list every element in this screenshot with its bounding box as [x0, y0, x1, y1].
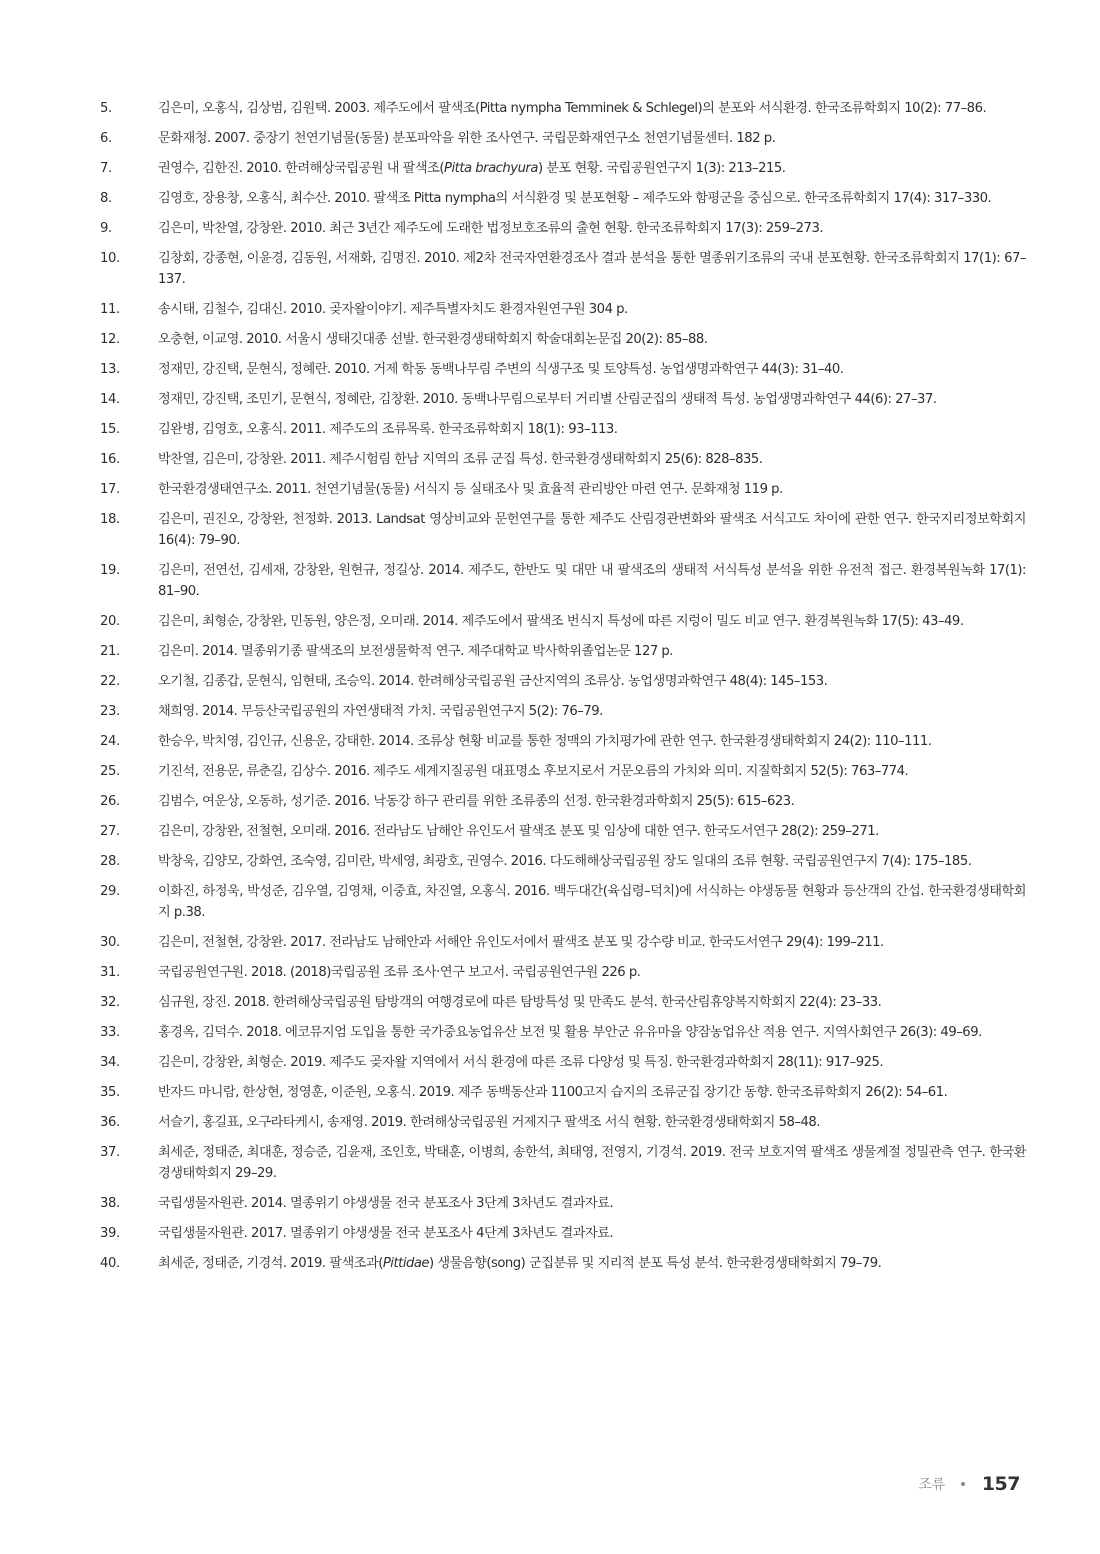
reference-item — [100, 1052, 1026, 1073]
reference-text — [158, 419, 1026, 440]
reference-text — [158, 389, 1026, 410]
reference-text — [158, 509, 1026, 551]
reference-item — [100, 188, 1026, 209]
reference-item — [100, 128, 1026, 149]
reference-item — [100, 359, 1026, 380]
reference-text-main: 김은미, 강창완, 최형순. 2019. 제주도 곶자왈 지역에서 서식 환경에 따른 조류 다양성 및 특징. 한국환경과학회지 28(11): 917–925. — [158, 1055, 884, 1070]
reference-item — [100, 881, 1026, 923]
reference-text — [158, 611, 1026, 632]
reference-text — [158, 449, 1026, 470]
reference-number: 38. — [100, 1196, 120, 1211]
reference-number: 30. — [100, 935, 120, 950]
reference-item — [100, 1193, 1026, 1214]
reference-text — [158, 1193, 1026, 1214]
reference-item — [100, 701, 1026, 722]
reference-text-main: 한국환경생태연구소. 2011. 천연기념물(동물) 서식지 등 실태조사 및 효율적 관리방안 마련 연구. 문화재청 119 p. — [158, 482, 783, 497]
reference-item — [100, 1112, 1026, 1133]
reference-number: 23. — [100, 704, 120, 719]
reference-item — [100, 158, 1026, 179]
reference-number: 35. — [100, 1085, 120, 1100]
reference-text-main: 심규원, 장진. 2018. 한려해상국립공원 탐방객의 여행경로에 따른 탐방특성 및 만족도 분석. 한국산림휴양복지학회지 22(4): 23–33. — [158, 995, 882, 1010]
reference-text-main: 한승우, 박치영, 김인규, 신용운, 강태한. 2014. 조류상 현황 비교를 통한 정맥의 가치평가에 관한 연구. 한국환경생태학회지 24(2): 110–111. — [158, 734, 932, 749]
reference-text-rest: ) 분포 현황. 국립공원연구지 1(3): 213–215. — [537, 161, 786, 176]
reference-text-main: 기진석, 전용문, 류춘길, 김상수. 2016. 제주도 세계지질공원 대표명소 후보지로서 거문오름의 가치와 의미. 지질학회지 52(5): 763–774. — [158, 764, 909, 779]
footer-bullet-icon — [961, 1482, 965, 1486]
reference-item — [100, 932, 1026, 953]
reference-text-main: 박창욱, 김양모, 강화연, 조숙영, 김미란, 박세영, 최광호, 권영수. 2016. 다도해해상국립공원 장도 일대의 조류 현황. 국립공원연구지 7(4): 175–185. — [158, 854, 972, 869]
reference-text — [158, 1082, 1026, 1103]
reference-text — [158, 992, 1026, 1013]
reference-text — [158, 359, 1026, 380]
reference-item — [100, 821, 1026, 842]
reference-item — [100, 731, 1026, 752]
reference-text — [158, 701, 1026, 722]
reference-number: 19. — [100, 563, 120, 578]
reference-item — [100, 419, 1026, 440]
reference-item — [100, 791, 1026, 812]
reference-text — [158, 188, 1026, 209]
reference-item — [100, 851, 1026, 872]
reference-number: 17. — [100, 482, 120, 497]
reference-text — [158, 731, 1026, 752]
reference-item — [100, 641, 1026, 662]
reference-text — [158, 851, 1026, 872]
reference-item — [100, 248, 1026, 290]
reference-item — [100, 1223, 1026, 1244]
reference-item — [100, 218, 1026, 239]
reference-text-main: 최세준, 정태준, 최대훈, 정승준, 김윤재, 조인호, 박태훈, 이병희, 송한석, 최태영, 전영지, 기경석. 2019. 전국 보호지역 팔색조 생물계절 정밀관측 연구. 한국환경생태학회지 29–29. — [158, 1145, 1026, 1181]
reference-text-main: 오기철, 김종갑, 문현식, 임현태, 조승익. 2014. 한려해상국립공원 금산지역의 조류상. 농업생명과학연구 48(4): 145–153. — [158, 674, 828, 689]
reference-text — [158, 821, 1026, 842]
reference-number: 5. — [100, 101, 112, 116]
reference-item — [100, 299, 1026, 320]
reference-text — [158, 1142, 1026, 1184]
reference-number: 11. — [100, 302, 120, 317]
reference-item — [100, 611, 1026, 632]
reference-number: 28. — [100, 854, 120, 869]
reference-scientific-name: Pittidae — [382, 1256, 430, 1271]
reference-item — [100, 1253, 1026, 1274]
reference-text — [158, 248, 1026, 290]
reference-text — [158, 791, 1026, 812]
reference-number: 34. — [100, 1055, 120, 1070]
reference-number: 15. — [100, 422, 120, 437]
reference-item — [100, 560, 1026, 602]
reference-text-main: 김창회, 강종현, 이윤경, 김동원, 서재화, 김명진. 2010. 제2차 전국자연환경조사 결과 분석을 통한 멸종위기조류의 국내 분포현황. 한국조류학회지 17(1): 67–137. — [158, 251, 1026, 287]
reference-text — [158, 1253, 1026, 1274]
reference-number: 14. — [100, 392, 120, 407]
reference-text-main: 김완병, 김영호, 오홍식. 2011. 제주도의 조류목록. 한국조류학회지 18(1): 93–113. — [158, 422, 618, 437]
reference-item — [100, 1022, 1026, 1043]
reference-item — [100, 761, 1026, 782]
reference-item — [100, 329, 1026, 350]
reference-text-main: 국립공원연구원. 2018. (2018)국립공원 조류 조사·연구 보고서. 국립공원연구원 226 p. — [158, 965, 641, 980]
reference-text — [158, 1223, 1026, 1244]
reference-text-main: 송시태, 김철수, 김대신. 2010. 곶자왈이야기. 제주특별자치도 환경자원연구원 304 p. — [158, 302, 628, 317]
reference-number: 22. — [100, 674, 120, 689]
reference-number: 27. — [100, 824, 120, 839]
reference-number: 12. — [100, 332, 120, 347]
reference-text — [158, 299, 1026, 320]
reference-text — [158, 932, 1026, 953]
reference-text-main: 김은미, 강창완, 전철현, 오미래. 2016. 전라남도 남해안 유인도서 팔색조 분포 및 임상에 대한 연구. 한국도서연구 28(2): 259–271. — [158, 824, 879, 839]
reference-text — [158, 560, 1026, 602]
reference-item — [100, 509, 1026, 551]
reference-number: 25. — [100, 764, 120, 779]
reference-text-main: 김범수, 여운상, 오동하, 성기준. 2016. 낙동강 하구 관리를 위한 조류종의 선정. 한국환경과학회지 25(5): 615–623. — [158, 794, 795, 809]
reference-item — [100, 992, 1026, 1013]
reference-text — [158, 1112, 1026, 1133]
reference-item — [100, 389, 1026, 410]
reference-number: 16. — [100, 452, 120, 467]
reference-number: 24. — [100, 734, 120, 749]
reference-text — [158, 329, 1026, 350]
reference-item — [100, 1142, 1026, 1184]
reference-number: 33. — [100, 1025, 120, 1040]
reference-number: 32. — [100, 995, 120, 1010]
reference-text-main: 김영호, 장용창, 오홍식, 최수산. 2010. 팔색조 Pitta nympha의 서식환경 및 분포현황 – 제주도와 함평군을 중심으로. 한국조류학회지 17(4): 317–330. — [158, 191, 992, 206]
reference-number: 29. — [100, 884, 120, 899]
reference-number: 21. — [100, 644, 120, 659]
reference-text-main: 최세준, 정태준, 기경석. 2019. 팔색조과( — [158, 1256, 383, 1271]
reference-item — [100, 1082, 1026, 1103]
page-footer — [918, 1473, 1020, 1495]
reference-scientific-name: Pitta brachyura — [444, 161, 538, 176]
reference-text — [158, 881, 1026, 923]
reference-item — [100, 98, 1026, 119]
reference-text-main: 김은미. 2014. 멸종위기종 팔색조의 보전생물학적 연구. 제주대학교 박사학위졸업논문 127 p. — [158, 644, 673, 659]
reference-text — [158, 1022, 1026, 1043]
reference-text-main: 반자드 마니람, 한상현, 정영훈, 이준원, 오홍식. 2019. 제주 동백동산과 1100고지 습지의 조류군집 장기간 동향. 한국조류학회지 26(2): 54–61. — [158, 1085, 948, 1100]
page-number: 157 — [981, 1473, 1020, 1495]
reference-text-main: 김은미, 박찬열, 강창완. 2010. 최근 3년간 제주도에 도래한 법정보호조류의 출현 현황. 한국조류학회지 17(3): 259–273. — [158, 221, 824, 236]
reference-text-main: 국립생물자원관. 2017. 멸종위기 야생생물 전국 분포조사 4단계 3차년도 결과자료. — [158, 1226, 614, 1241]
reference-text — [158, 962, 1026, 983]
reference-text-main: 오충현, 이교영. 2010. 서울시 생태깃대종 선발. 한국환경생태학회지 학술대회논문집 20(2): 85–88. — [158, 332, 708, 347]
reference-text — [158, 641, 1026, 662]
reference-number: 6. — [100, 131, 112, 146]
reference-text-main: 박찬열, 김은미, 강창완. 2011. 제주시험림 한남 지역의 조류 군집 특성. 한국환경생태학회지 25(6): 828–835. — [158, 452, 763, 467]
reference-text-main: 서슬기, 홍길표, 오구라타케시, 송재영. 2019. 한려해상국립공원 거제지구 팔색조 서식 현황. 한국환경생태학회지 58–48. — [158, 1115, 820, 1130]
reference-text-rest: ) 생물음향(song) 군집분류 및 지리적 분포 특성 분석. 한국환경생태학회지 79–79. — [429, 1256, 882, 1271]
reference-text — [158, 128, 1026, 149]
reference-number: 37. — [100, 1145, 120, 1160]
reference-text-main: 국립생물자원관. 2014. 멸종위기 야생생물 전국 분포조사 3단계 3차년도 결과자료. — [158, 1196, 614, 1211]
reference-text-main: 정재민, 강진택, 문현식, 정혜란. 2010. 거제 학동 동백나무림 주변의 식생구조 및 토양특성. 농업생명과학연구 44(3): 31–40. — [158, 362, 844, 377]
reference-number: 36. — [100, 1115, 120, 1130]
reference-text-main: 김은미, 오홍식, 김상범, 김원택. 2003. 제주도에서 팔색조(Pitta nympha Temminek & Schlegel)의 분포와 서식환경. 한국조류학회지 10(2): 77–86. — [158, 101, 987, 116]
reference-text-main: 김은미, 권진오, 강창완, 천정화. 2013. Landsat 영상비교와 문헌연구를 통한 제주도 산림경관변화와 팔색조 서식고도 차이에 관한 연구. 한국지리정보학회지 16(4): 79–90. — [158, 512, 1026, 548]
reference-number: 8. — [100, 191, 112, 206]
reference-text-main: 김은미, 최형순, 강창완, 민동원, 양은정, 오미래. 2014. 제주도에서 팔색조 번식지 특성에 따른 지렁이 밀도 비교 연구. 환경복원녹화 17(5): 43–49. — [158, 614, 964, 629]
reference-number: 10. — [100, 251, 120, 266]
reference-item — [100, 479, 1026, 500]
reference-text-main: 이화진, 하정욱, 박성준, 김우열, 김영채, 이중효, 차진열, 오홍식. 2016. 백두대간(육십령–덕치)에 서식하는 야생동물 현황과 등산객의 간섭. 한국환경생태학회지 p.38. — [158, 884, 1026, 920]
reference-text — [158, 98, 1026, 119]
reference-text-main: 채희영. 2014. 무등산국립공원의 자연생태적 가치. 국립공원연구지 5(2): 76–79. — [158, 704, 603, 719]
reference-text-main: 홍경옥, 김덕수. 2018. 에코뮤지엄 도입을 통한 국가중요농업유산 보전 및 활용 부안군 유유마을 양잠농업유산 적용 연구. 지역사회연구 26(3): 49–69. — [158, 1025, 982, 1040]
reference-text — [158, 761, 1026, 782]
reference-text-main: 권영수, 김한진. 2010. 한려해상국립공원 내 팔색조( — [158, 161, 445, 176]
reference-text — [158, 1052, 1026, 1073]
footer-section-title: 조류 — [918, 1477, 945, 1493]
reference-text — [158, 671, 1026, 692]
reference-text-main: 김은미, 전철현, 강창완. 2017. 전라남도 남해안과 서해안 유인도서에서 팔색조 분포 및 강수량 비교. 한국도서연구 29(4): 199–211. — [158, 935, 884, 950]
reference-text-main: 정재민, 강진택, 조민기, 문현식, 정혜란, 김창환. 2010. 동백나무림으로부터 거리별 산림군집의 생태적 특성. 농업생명과학연구 44(6): 27–37. — [158, 392, 937, 407]
reference-number: 20. — [100, 614, 120, 629]
reference-number: 31. — [100, 965, 120, 980]
reference-number: 9. — [100, 221, 112, 236]
reference-number: 18. — [100, 512, 120, 527]
reference-number: 39. — [100, 1226, 120, 1241]
reference-number: 7. — [100, 161, 112, 176]
reference-text — [158, 479, 1026, 500]
reference-text — [158, 218, 1026, 239]
reference-text-main: 김은미, 전연선, 김세재, 강창완, 원현규, 정길상. 2014. 제주도, 한반도 및 대만 내 팔색조의 생태적 서식특성 분석을 위한 유전적 접근. 환경복원녹화 17(1): 81–90. — [158, 563, 1026, 599]
reference-text — [158, 158, 1026, 179]
reference-item — [100, 671, 1026, 692]
reference-text-main: 문화재청. 2007. 중장기 천연기념물(동물) 분포파악을 위한 조사연구. 국립문화재연구소 천연기념물센터. 182 p. — [158, 131, 776, 146]
reference-item — [100, 962, 1026, 983]
reference-list — [100, 98, 1026, 1283]
reference-number: 26. — [100, 794, 120, 809]
reference-number: 13. — [100, 362, 120, 377]
reference-number: 40. — [100, 1256, 120, 1271]
reference-item — [100, 449, 1026, 470]
